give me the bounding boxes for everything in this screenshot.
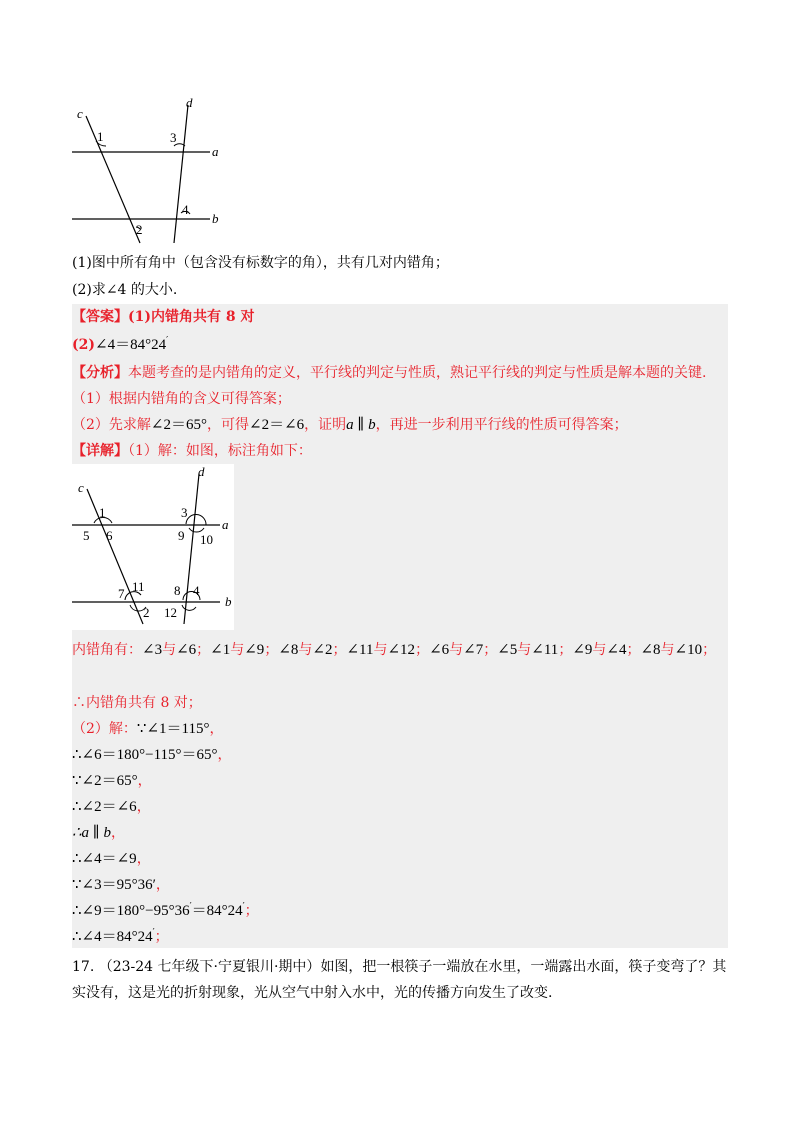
pair-joiner: 与 <box>298 642 313 658</box>
pair-joiner: 与 <box>592 642 607 658</box>
pair-5-second: ∠7 <box>463 642 484 658</box>
analysis-p2-m2: ∠2＝∠6 <box>249 417 305 433</box>
solution-line-10 <box>72 926 169 950</box>
solution-line-5 <box>72 796 151 818</box>
pair-separator: ； <box>264 642 279 658</box>
pair-6-second: ∠11 <box>531 642 559 658</box>
solution-l6-comma: ， <box>110 825 125 841</box>
pair-7-second: ∠4 <box>606 642 627 658</box>
pair-joiner: 与 <box>162 642 177 658</box>
pair-4-second: ∠12 <box>387 642 416 658</box>
pair-joiner: 与 <box>230 642 245 658</box>
angle-label-1: 1 <box>99 505 106 520</box>
solution-l9-semi: ； <box>244 903 259 919</box>
solution-l2-a: （2）解： <box>72 721 137 737</box>
solution-l9-prime2: ′ <box>242 902 245 912</box>
solution-l9-prime: ′ <box>189 902 192 912</box>
angle-label-5: 5 <box>83 528 90 543</box>
answer-2-prime: ′ <box>166 336 169 346</box>
angle-label-2: 2 <box>143 605 150 620</box>
label-a: a <box>212 144 219 159</box>
analysis-p2-a: （2）先求解 <box>72 417 151 433</box>
answer-1: (1)内错角共有 8 对 <box>128 309 255 325</box>
answer-2-math: ∠4＝84°24 <box>95 337 167 353</box>
pair-joiner: 与 <box>517 642 532 658</box>
pair-separator: ； <box>196 642 211 658</box>
pairs-label: 内错角有： <box>72 642 142 658</box>
pair-8-first: ∠8 <box>640 642 661 658</box>
solution-line-6 <box>72 822 125 844</box>
figure-parallel-lines <box>70 96 230 248</box>
label-c: c <box>78 480 84 495</box>
pair-separator: ； <box>626 642 641 658</box>
label-d: d <box>186 96 193 110</box>
solution-l3: ∴∠6＝180°−115°＝65° <box>72 747 218 763</box>
problem-17-text: 如图，把一根筷子一端放在水里，一端露出水面，筷子变弯了？其实没有，这是光的折射现象，光从空气中射入水中，光的传播方向发生了改变. <box>72 959 727 1001</box>
angle-label-2: 2 <box>136 222 143 237</box>
solution-l5-comma: ， <box>136 799 151 815</box>
answer-line-2 <box>72 334 168 358</box>
solution-l10-prime: ′ <box>152 928 155 938</box>
angle-label-7: 7 <box>118 586 125 601</box>
angle-label-4: 4 <box>182 202 189 217</box>
solution-line-3 <box>72 744 232 766</box>
solution-line-7 <box>72 848 151 870</box>
solution-line-9 <box>72 900 259 924</box>
pair-joiner: 与 <box>373 642 388 658</box>
solution-l10-semi: ； <box>154 929 169 945</box>
problem-17-number: 17. <box>72 959 95 975</box>
analysis-p2 <box>72 414 628 436</box>
pair-6-first: ∠5 <box>497 642 518 658</box>
analysis-tag: 【分析】 <box>72 365 128 381</box>
solution-l2-p: ， <box>209 721 224 737</box>
figure-labeled-angles <box>70 464 234 630</box>
angle-label-3: 3 <box>181 505 188 520</box>
solution-line-1: ∴内错角共有 8 对； <box>72 695 202 711</box>
solution-l9-b: ＝84°24 <box>191 903 243 919</box>
pair-separator: ； <box>558 642 573 658</box>
angle-label-4: 4 <box>193 583 200 598</box>
label-b: b <box>225 594 232 609</box>
solution-l5: ∴∠2＝∠6 <box>72 799 137 815</box>
analysis-line <box>72 362 706 384</box>
pair-separator: ； <box>415 642 430 658</box>
pair-separator: ； <box>483 642 498 658</box>
pairs-paragraph <box>72 637 728 663</box>
pair-5-first: ∠6 <box>429 642 450 658</box>
angle-label-10: 10 <box>200 532 213 547</box>
pair-separator: ； <box>332 642 347 658</box>
angle-label-8: 8 <box>174 583 181 598</box>
angle-label-12: 12 <box>164 605 177 620</box>
solution-l4-comma: ， <box>137 773 152 789</box>
analysis-p2-m3: a ∥ b <box>346 417 376 433</box>
answer-2-prefix: (2) <box>72 337 95 353</box>
solution-l6: ∴a ∥ b <box>72 825 111 841</box>
problem-17 <box>72 954 728 1006</box>
solution-l7-comma: ， <box>136 851 151 867</box>
angle-label-9: 9 <box>178 528 185 543</box>
detail-line <box>72 440 312 462</box>
analysis-text: 本题考查的是内错角的定义，平行线的判定与性质，熟记平行线的判定与性质是解本题的关键. <box>128 365 707 381</box>
solution-line-2 <box>72 718 223 740</box>
analysis-p2-b: ，可得 <box>207 417 249 433</box>
pair-1-first: ∠3 <box>142 642 163 658</box>
solution-l3-comma: ， <box>217 747 232 763</box>
angle-label-11: 11 <box>132 579 145 594</box>
label-a: a <box>222 517 229 532</box>
pair-joiner: 与 <box>449 642 464 658</box>
pair-7-first: ∠9 <box>572 642 593 658</box>
pairs-list <box>142 642 716 658</box>
solution-line-4 <box>72 770 152 792</box>
pair-3-second: ∠2 <box>312 642 333 658</box>
analysis-p1: （1）根据内错角的含义可得答案； <box>72 391 291 407</box>
pair-separator: ； <box>702 642 717 658</box>
solution-l7: ∴∠4＝∠9 <box>72 851 137 867</box>
angle-label-6: 6 <box>106 528 113 543</box>
solution-l4: ∵∠2＝65° <box>72 773 138 789</box>
solution-line-8 <box>72 874 170 896</box>
analysis-p2-c: ，证明 <box>304 417 347 433</box>
analysis-p2-d: ，再进一步利用平行线的性质可得答案； <box>375 417 628 433</box>
detail-text: （1）解：如图，标注角如下： <box>128 443 312 459</box>
solution-l9-a: ∴∠9＝180°−95°36 <box>72 903 190 919</box>
angle-label-3: 3 <box>170 130 177 145</box>
pair-1-second: ∠6 <box>176 642 197 658</box>
question-2: (2)求∠4 的大小. <box>72 282 178 298</box>
pair-3-first: ∠8 <box>278 642 299 658</box>
solution-l10-a: ∴∠4＝84°24 <box>72 929 153 945</box>
pair-2-second: ∠9 <box>244 642 265 658</box>
pair-joiner: 与 <box>660 642 675 658</box>
pair-4-first: ∠11 <box>346 642 374 658</box>
angle-label-1: 1 <box>97 129 104 144</box>
pair-8-second: ∠10 <box>674 642 703 658</box>
label-c: c <box>77 106 83 121</box>
label-d: d <box>198 464 205 479</box>
label-b: b <box>212 211 219 226</box>
answer-line-1 <box>72 306 254 328</box>
detail-tag: 【详解】 <box>72 443 128 459</box>
answer-tag: 【答案】 <box>72 309 128 325</box>
pair-2-first: ∠1 <box>210 642 231 658</box>
solution-l2-m: ∵∠1＝115° <box>136 721 210 737</box>
problem-17-source: （23-24 七年级下·宁夏银川·期中） <box>98 959 321 975</box>
analysis-p2-m1: ∠2＝65° <box>150 417 207 433</box>
solution-l8: ∵∠3＝95°36′ <box>72 877 156 893</box>
solution-l8-comma: ， <box>155 877 170 893</box>
question-1: (1)图中所有角中（包含没有标数字的角），共有几对内错角； <box>72 255 449 271</box>
